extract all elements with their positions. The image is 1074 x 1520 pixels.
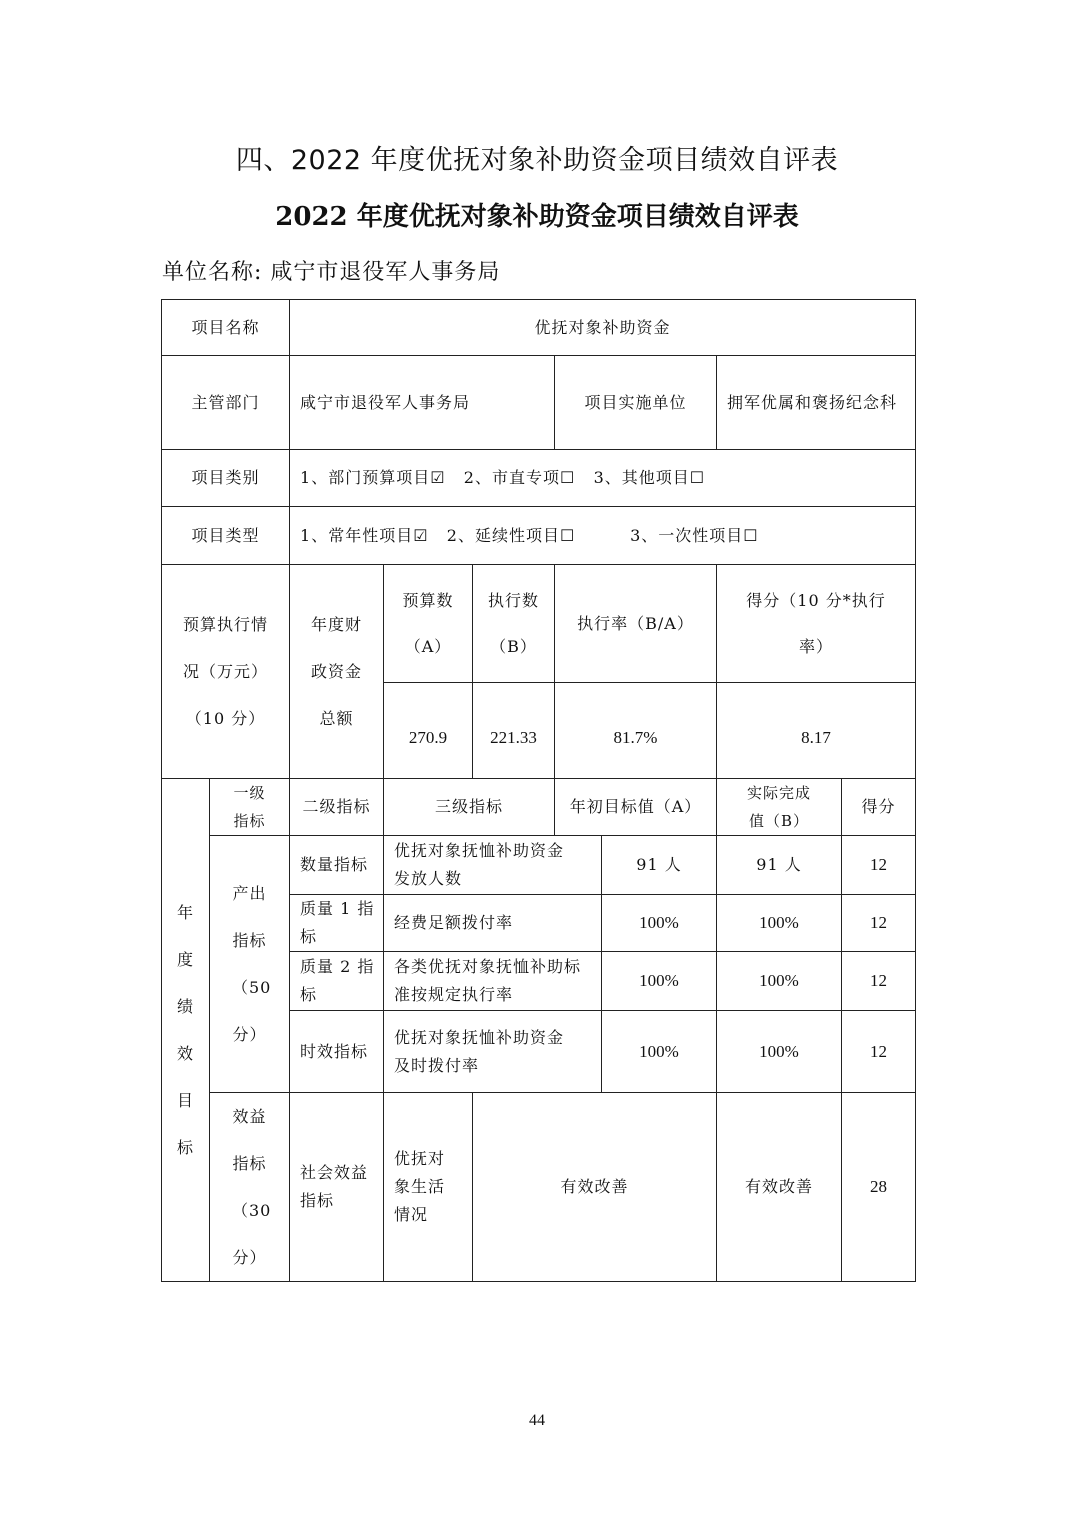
project-name-value: 优抚对象补助资金 bbox=[290, 300, 916, 356]
annual-total-label: 年度财政资金总额 bbox=[290, 565, 384, 779]
actual-cell: 100% bbox=[717, 952, 842, 1011]
level3-cell: 优抚对象抚恤补助资金发放人数 bbox=[384, 836, 602, 895]
actual-header: 实际完成值（B） bbox=[717, 779, 842, 836]
level2-cell: 数量指标 bbox=[290, 836, 384, 895]
execution-rate-value: 81.7% bbox=[555, 683, 717, 779]
impl-unit-value: 拥军优属和褒扬纪念科 bbox=[717, 356, 916, 450]
level3-cell: 优抚对象抚恤补助资金及时拨付率 bbox=[384, 1011, 602, 1093]
target-cell: 100% bbox=[602, 952, 717, 1011]
actual-cell: 100% bbox=[717, 895, 842, 952]
table-row bbox=[162, 565, 916, 683]
category-options: 1、部门预算项目☑ 2、市直专项☐ 3、其他项目☐ bbox=[290, 450, 916, 507]
level3-header: 三级指标 bbox=[384, 779, 555, 836]
form-title: 2022 年度优抚对象补助资金项目绩效自评表 bbox=[275, 202, 799, 232]
score-cell: 12 bbox=[842, 952, 916, 1011]
annual-performance-text: 年度绩效目标 bbox=[176, 903, 194, 1157]
dept-label: 主管部门 bbox=[162, 356, 290, 450]
project-name-label: 项目名称 bbox=[162, 300, 290, 356]
impl-unit-label: 项目实施单位 bbox=[555, 356, 717, 450]
level3-cell: 优抚对象生活情况 bbox=[384, 1093, 473, 1282]
category-label: 项目类别 bbox=[162, 450, 290, 507]
dept-value: 咸宁市退役军人事务局 bbox=[290, 356, 555, 450]
table-row bbox=[162, 1093, 916, 1282]
score-value: 8.17 bbox=[717, 683, 916, 779]
executed-amount-label: 执行数（B） bbox=[473, 565, 555, 683]
unit-name-line: 单位名称: 咸宁市退役军人事务局 bbox=[162, 260, 501, 285]
table-row bbox=[162, 356, 916, 450]
self-evaluation-table bbox=[161, 299, 916, 1282]
section-title: 四、2022 年度优抚对象补助资金项目绩效自评表 bbox=[235, 145, 839, 176]
table-row bbox=[162, 300, 916, 356]
annual-performance-label bbox=[162, 779, 210, 1282]
table-row bbox=[162, 507, 916, 565]
level2-cell: 社会效益指标 bbox=[290, 1093, 384, 1282]
type-label: 项目类型 bbox=[162, 507, 290, 565]
target-cell: 100% bbox=[602, 1011, 717, 1093]
execution-rate-label: 执行率（B/A） bbox=[555, 565, 717, 683]
budget-execution-label: 预算执行情况（万元）（10 分） bbox=[162, 565, 290, 779]
page-number: 44 bbox=[529, 1412, 545, 1429]
score-cell: 12 bbox=[842, 895, 916, 952]
level2-cell: 质量 2 指标 bbox=[290, 952, 384, 1011]
level3-cell: 经费足额拨付率 bbox=[384, 895, 602, 952]
score-cell: 12 bbox=[842, 1011, 916, 1093]
benefit-indicator-group: 效益指标（30 分） bbox=[210, 1093, 290, 1282]
output-indicator-group: 产出指标（50 分） bbox=[210, 836, 290, 1093]
level2-header: 二级指标 bbox=[290, 779, 384, 836]
budget-amount-value: 270.9 bbox=[384, 683, 473, 779]
target-cell: 91 人 bbox=[602, 836, 717, 895]
level2-cell: 质量 1 指标 bbox=[290, 895, 384, 952]
score-formula-label: 得分（10 分*执行率） bbox=[717, 565, 916, 683]
target-cell: 100% bbox=[602, 895, 717, 952]
level1-header: 一级指标 bbox=[210, 779, 290, 836]
actual-cell: 91 人 bbox=[717, 836, 842, 895]
actual-cell: 有效改善 bbox=[717, 1093, 842, 1282]
budget-amount-label: 预算数（A） bbox=[384, 565, 473, 683]
level3-cell: 各类优抚对象抚恤补助标准按规定执行率 bbox=[384, 952, 602, 1011]
target-cell: 有效改善 bbox=[473, 1093, 717, 1282]
target-header: 年初目标值（A） bbox=[555, 779, 717, 836]
table-row bbox=[162, 836, 916, 895]
type-options: 1、常年性项目☑ 2、延续性项目☐ 3、一次性项目☐ bbox=[290, 507, 916, 565]
executed-amount-value: 221.33 bbox=[473, 683, 555, 779]
table-row bbox=[162, 450, 916, 507]
level2-cell: 时效指标 bbox=[290, 1011, 384, 1093]
score-cell: 28 bbox=[842, 1093, 916, 1282]
score-cell: 12 bbox=[842, 836, 916, 895]
table-row bbox=[162, 779, 916, 836]
score-header: 得分 bbox=[842, 779, 916, 836]
actual-cell: 100% bbox=[717, 1011, 842, 1093]
